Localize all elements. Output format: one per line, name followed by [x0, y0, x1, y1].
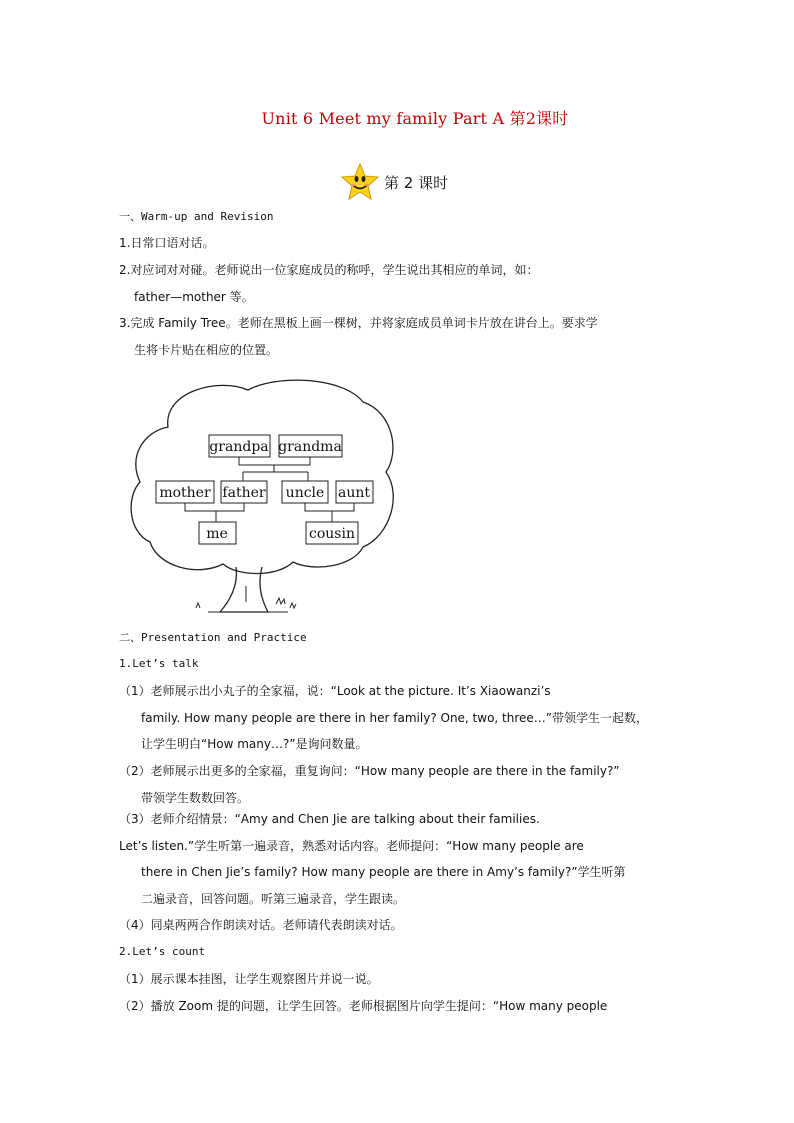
paragraph-line: 3.完成 Family Tree。老师在黑板上画一棵树，并将家庭成员单词卡片放在讲台上。要求学 [119, 316, 598, 330]
tree-label-me: me [206, 526, 228, 542]
tree-label-aunt: aunt [337, 485, 371, 501]
paragraph-line: （3）老师介绍情景：“Amy and Chen Jie are talking about their families. [119, 812, 540, 826]
tree-label-grandma: grandma [278, 439, 342, 455]
family-tree-illustration [128, 372, 398, 620]
star-icon [340, 162, 380, 202]
paragraph-line: 生将卡片贴在相应的位置。 [134, 343, 279, 357]
paragraph-line: 二遍录音，回答问题。听第三遍录音，学生跟读。 [141, 892, 406, 906]
paragraph-line: （1）老师展示出小丸子的全家福，说：“Look at the picture. It’s Xiaowanzi’s [119, 684, 551, 698]
page-title: Unit 6 Meet my family Part A 第2课时 [261, 109, 569, 128]
section-heading-lets-count: 2.Let’s count [119, 945, 206, 958]
paragraph-line: 2.对应词对对碰。老师说出一位家庭成员的称呼，学生说出其相应的单词，如： [119, 263, 539, 277]
tree-label-cousin: cousin [309, 526, 355, 542]
paragraph-line: （1）展示课本挂图，让学生观察图片并说一说。 [119, 972, 379, 986]
tree-label-mother: mother [159, 485, 211, 501]
paragraph-line: there in Chen Jie’s family? How many people are there in Amy’s family?”学生听第 [141, 865, 626, 879]
section-heading-warmup: 一、Warm-up and Revision [119, 210, 274, 223]
paragraph-line: （2）老师展示出更多的全家福，重复询问：“How many people are there in the family?” [119, 764, 620, 778]
section-heading-presentation: 二、Presentation and Practice [119, 631, 307, 644]
paragraph-line: （4）同桌两两合作朗读对话。老师请代表朗读对话。 [119, 918, 403, 932]
paragraph-line: 1.Let’s talk [119, 657, 199, 670]
subtitle-row [340, 162, 448, 202]
paragraph-line: Let’s listen.”学生听第一遍录音，熟悉对话内容。老师提问：“How many people are [119, 839, 584, 853]
paragraph-line: 让学生明白“How many…?”是询问数量。 [141, 737, 368, 751]
paragraph-line: father—mother 等。 [134, 290, 254, 304]
paragraph-line: family. How many people are there in her family? One, two, three…”带领学生一起数， [141, 711, 649, 725]
tree-label-uncle: uncle [285, 485, 325, 501]
tree-label-father: father [222, 485, 266, 501]
tree-label-grandpa: grandpa [209, 439, 269, 455]
paragraph-line: 带领学生数数回答。 [141, 791, 250, 805]
paragraph-line: 1.日常口语对话。 [119, 236, 215, 250]
paragraph-line: （2）播放 Zoom 提的问题，让学生回答。老师根据图片向学生提问：“How many people [119, 999, 608, 1013]
lesson-subtitle: 第 2 课时 [384, 173, 449, 192]
